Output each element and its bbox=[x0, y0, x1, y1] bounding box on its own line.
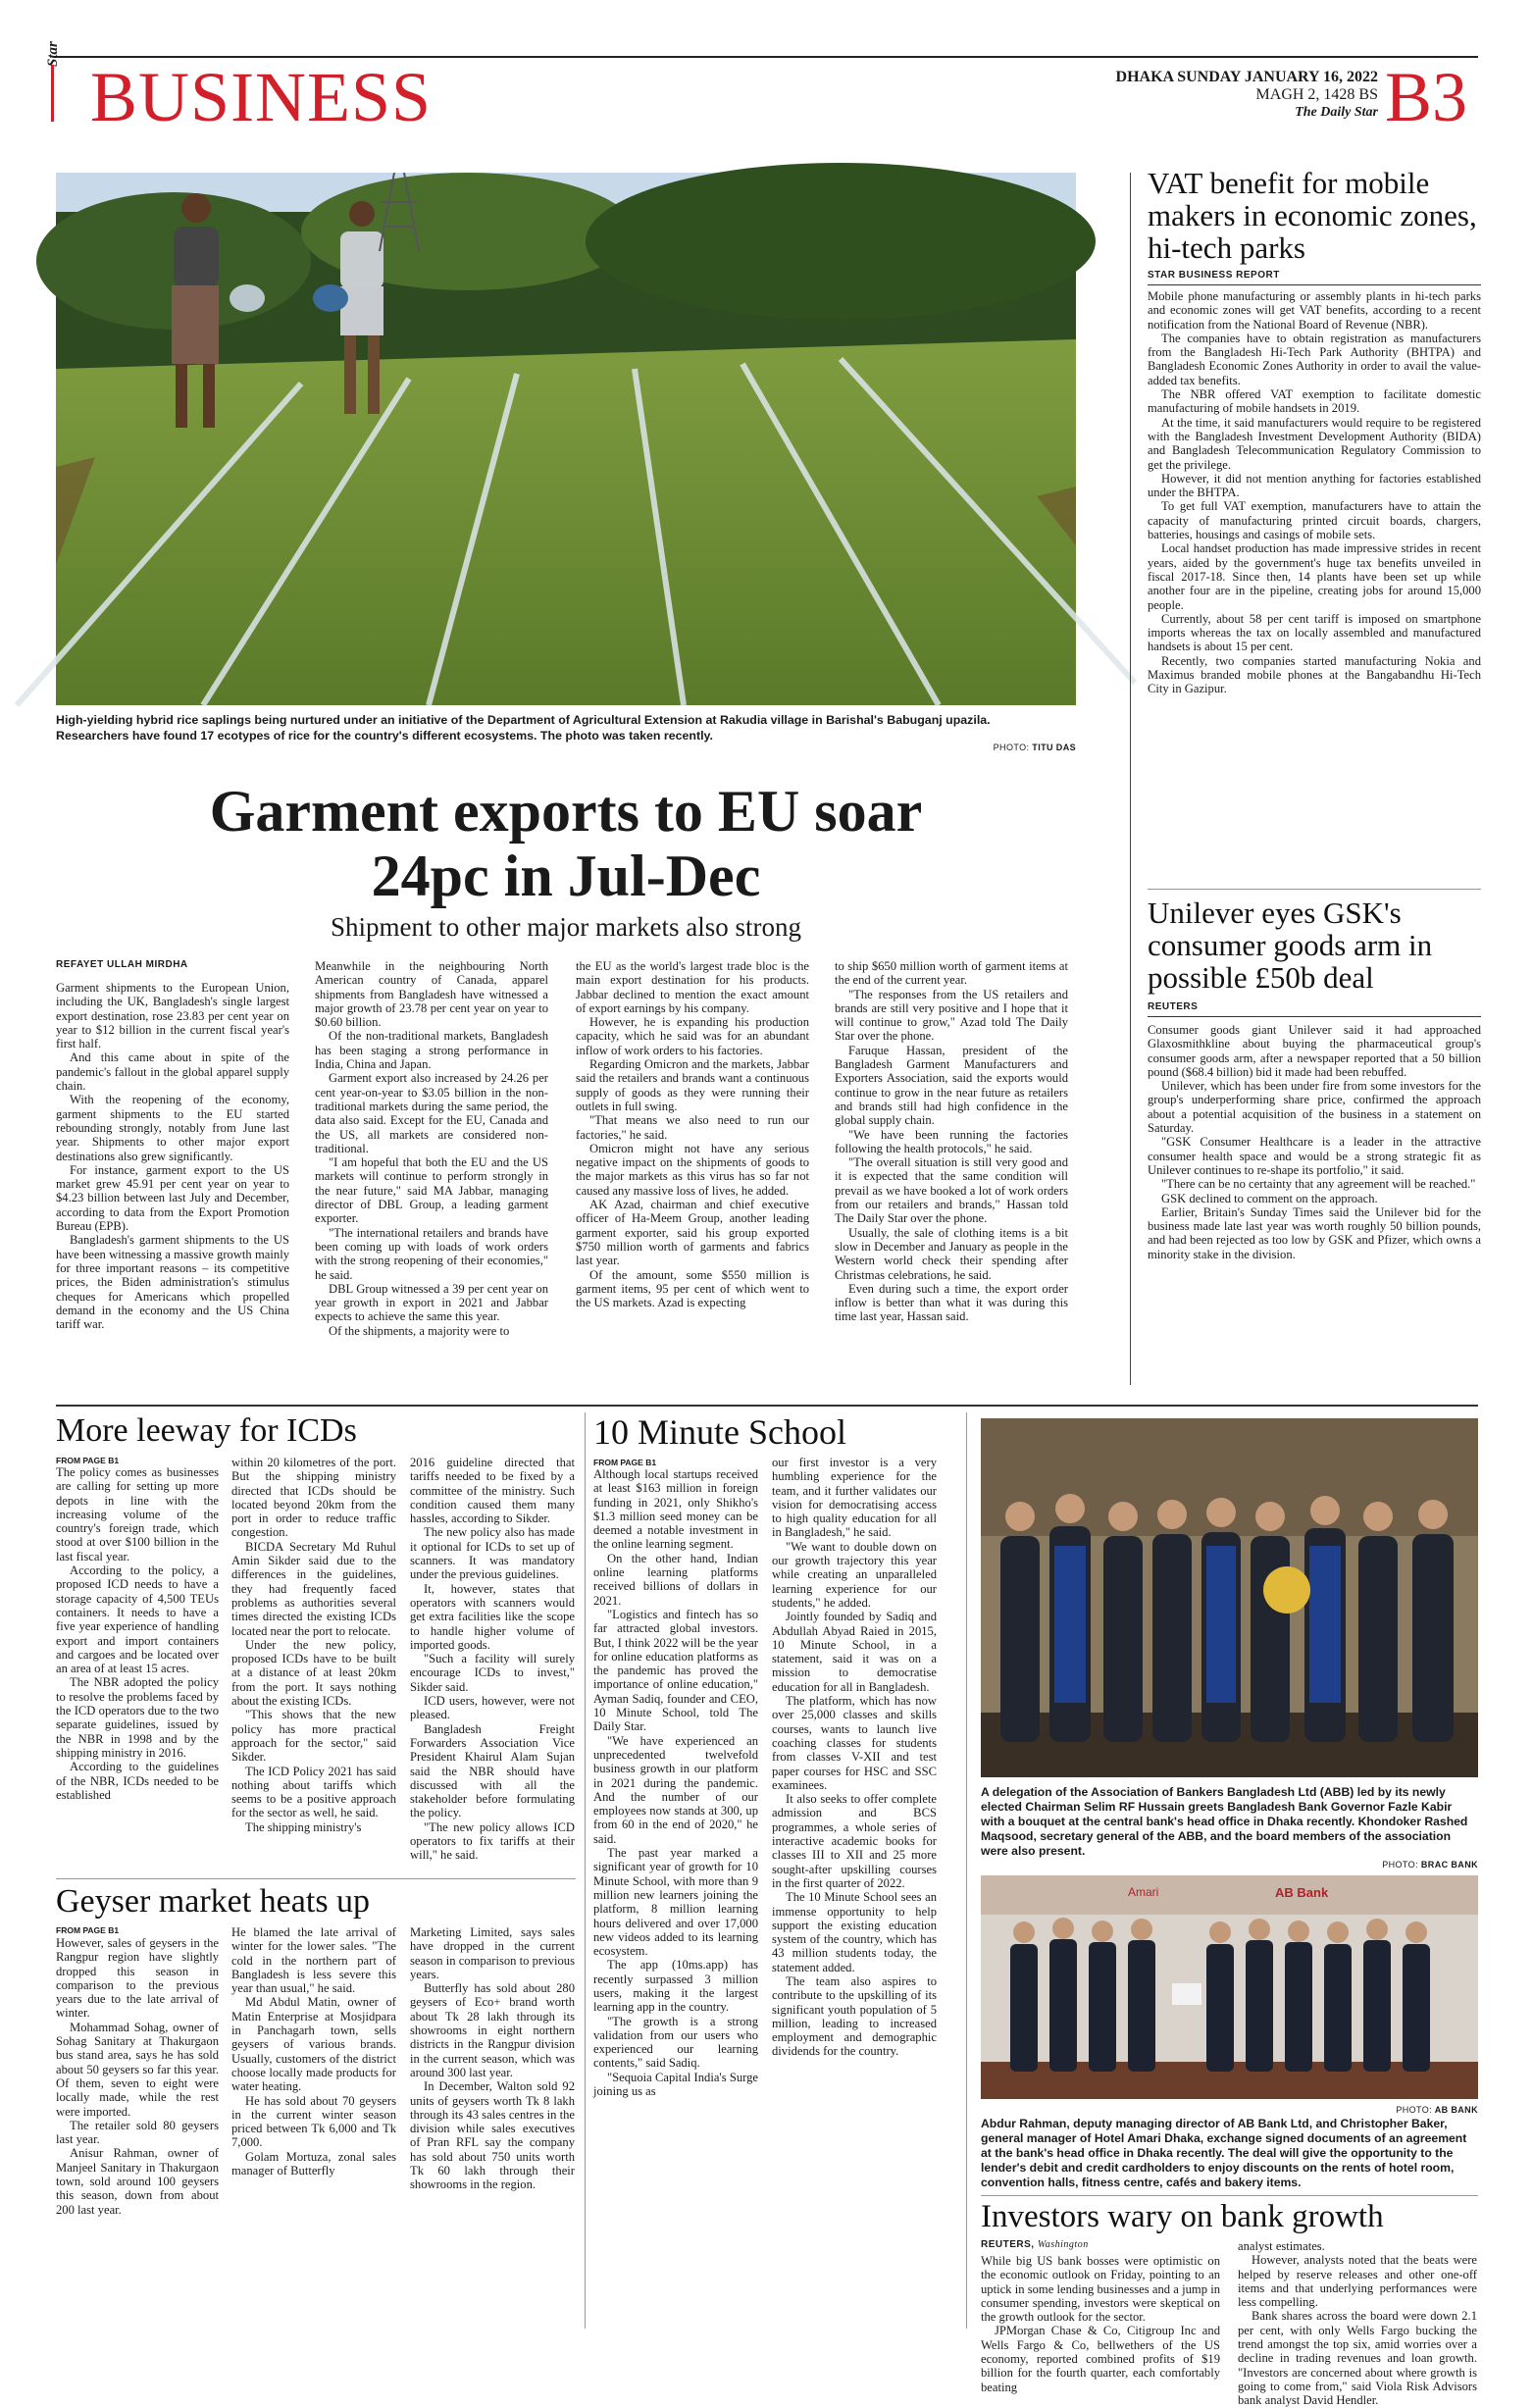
paragraph: Unilever, which has been under fire from some investors for the group's underperforming share price, confirmed the approach about a potential acquisition of the business in a statement on Saturday. bbox=[1148, 1079, 1481, 1136]
paragraph: "Logistics and fintech has so far attracted global investors. But, I think 2022 will be the year for online education platforms as the pandemic has proved the importance of online education," Ayman Sadiq, founder and CEO, 10 Minute School, told The Daily Star. bbox=[593, 1607, 758, 1734]
paragraph: "There can be no certainty that any agreement will be reached." bbox=[1161, 1177, 1476, 1192]
vat-headline: VAT benefit for mobile makers in economic zones, hi-tech parks bbox=[1148, 166, 1477, 265]
paragraph: "I am hopeful that both the EU and the US markets will continue to perform strongly in the near future," said MA Jabbar, managing director of DBL Group, a leading garment exporter. bbox=[315, 1155, 548, 1226]
paragraph: Anisur Rahman, owner of Manjeel Sanitary in Thakurgaon town, sold around 100 geysers this season, down from about 200 last year. bbox=[56, 2146, 219, 2217]
paragraph: It also seeks to offer complete admission and BCS programmes, a whole series of interactive academic books for classes III to XII and 25 more sought-after upskilling courses in the first quarter of 2022. bbox=[772, 1792, 937, 1890]
icd-story bbox=[56, 1412, 586, 1450]
abbank-credit-name: AB BANK bbox=[1434, 2105, 1478, 2115]
abb-credit-name: BRAC BANK bbox=[1420, 1860, 1478, 1870]
bouquet bbox=[1263, 1566, 1310, 1614]
paragraph: He blamed the late arrival of winter for the lower sales. "The cold in the northern part of Bangladesh is less severe this year than usual," he said. bbox=[231, 1925, 396, 1996]
investors-byline-dateline: Washington bbox=[1037, 2239, 1089, 2250]
paragraph: Bangladesh's garment shipments to the US have been witnessing a massive growth mainly for three important reasons – its competitive prices, the Biden administration's stimulus cheques for Americans which propelled demand in the economy and the US China tariff war. bbox=[56, 1233, 289, 1332]
paragraph: Usually, the sale of clothing items is a bit slow in December and January as people in the Western world check their spending after Christmas celebrations, he said. bbox=[835, 1225, 1068, 1282]
paragraph: "This shows that the new policy has more practical approach for the sector," said Sikder. bbox=[231, 1708, 396, 1765]
paragraph: The policy comes as businesses are calling for setting up more depots in line with the increasing volume of the country's foreign trade, which stood at over $100 billion in the last fiscal year. bbox=[56, 1465, 219, 1563]
paragraph: Regarding Omicron and the markets, Jabbar said the retailers and brands want a continuous supply of goods as they were running their outlets in full swing. bbox=[576, 1057, 809, 1113]
paragraph: Although local startups received at least $163 million in foreign funding in 2021, only Shikho's $1.3 million seed money can be deemed a notable investment in the online learning segment. bbox=[593, 1467, 758, 1552]
abb-caption: A delegation of the Association of Bankers Bangladesh Ltd (ABB) led by its newly elected Chairman Selim RF Hussain greets Bangladesh Bank Governor Fazle Kabir with a bouquet at the central bank's head office in Dhaka recently. Khondoker Rashed Maqsood, secretary general of the ABB, and the board members of the association were also present. bbox=[981, 1785, 1468, 1858]
lead-col-2 bbox=[315, 959, 548, 1385]
icd-headline: More leeway for ICDs bbox=[56, 1412, 357, 1449]
paragraph: In December, Walton sold 92 units of geysers worth Tk 8 lakh through its 43 sales centres in the division while sales executives of Pran RFL say the company has sold about 750 units worth Tk 60 lakh through their showrooms in the region. bbox=[410, 2079, 575, 2192]
paragraph: "That means we also need to run our factories," he said. bbox=[576, 1113, 809, 1142]
vat-bottom-rule bbox=[1148, 889, 1481, 890]
paragraph: Meanwhile in the neighbouring North American country of Canada, apparel shipments from Bangladesh have witnessed a major growth of 23.78 per cent year on year to $0.60 billion. bbox=[315, 959, 548, 1030]
dateline bbox=[1040, 69, 1378, 122]
paragraph: It, however, states that operators with scanners would get extra facilities like the scope to handle higher volume of imported goods. bbox=[410, 1581, 575, 1652]
paragraph: "We want to double down on our growth trajectory this year while creating an unparalleled learning experience for our students," he added. bbox=[772, 1539, 937, 1610]
vat-story bbox=[1148, 167, 1481, 858]
paragraph: And this came about in spite of the pandemic's fallout in the global apparel supply chain. bbox=[56, 1050, 289, 1094]
paragraph: "The international retailers and brands have been coming up with loads of work orders with the strong reopening of their economies," he said. bbox=[315, 1225, 548, 1282]
paragraph: While big US bank bosses were optimistic on the economic outlook on Friday, pointing to an uptick in some lending businesses and a jump in consumer spending, investors were skeptical on the growth outlook for the sector. bbox=[981, 2254, 1220, 2325]
paragraph: However, sales of geysers in the Rangpur region have slightly dropped this season in comparison to the previous years due to the late arrival of winter. bbox=[56, 1936, 219, 2021]
paragraph: "Such a facility will surely encourage ICDs to invest," Sikder said. bbox=[410, 1652, 575, 1694]
vat-body bbox=[1148, 289, 1481, 858]
lead-headline bbox=[56, 779, 1076, 908]
abbank-signing-image bbox=[981, 1875, 1478, 2099]
paragraph: analyst estimates. bbox=[1238, 2239, 1325, 2253]
unilever-headline: Unilever eyes GSK's consumer goods arm in possible £50b deal bbox=[1148, 896, 1433, 995]
paragraph: The shipping ministry's bbox=[245, 1819, 362, 1834]
paper-name: The Daily Star bbox=[1295, 105, 1378, 120]
paragraph: For instance, garment export to the US market grew 45.91 per cent year on year to $4.23 billion between last July and December, according to data from the Export Promotion Bureau (EPB). bbox=[56, 1162, 289, 1234]
paragraph: The platform, which has now over 25,000 classes and skills courses, wants to launch live coaching classes for students from classes V-XII and test paper courses for HSC and SSC examinees. bbox=[772, 1694, 937, 1792]
geyser-col-1 bbox=[56, 1936, 219, 2329]
paragraph: Consumer goods giant Unilever said it had approached Glaxosmithkline about buying the pharmaceutical group's consumer goods arm, after a newspaper reported that a 50 billion pound ($68.4 billion) bid it made had been rebuffed. bbox=[1148, 1023, 1481, 1079]
paragraph: Earlier, Britain's Sunday Times said the Unilever bid for the business made late last year was worth roughly 50 billion pounds, and had been rejected as too low by GSK and Pfizer, which owns a minority stake in the division. bbox=[1148, 1204, 1481, 1261]
lead-headline-line1: Garment exports to EU soar bbox=[209, 779, 923, 844]
paragraph: Bank shares across the board were down 2.1 per cent, with only Wells Fargo bucking the trend amongst the top six, amid worries over a decline in trading revenues and loan growth. "Investors are concerned about where growth is going to come from," said Viola Risk Advisors bank analyst David Hendler. bbox=[1238, 2309, 1477, 2408]
paragraph: Marketing Limited, says sales have dropped in the current season in comparison to previous years. bbox=[410, 1925, 575, 1981]
school-from-page: FROM PAGE B1 bbox=[593, 1458, 657, 1467]
school-divider bbox=[585, 1412, 586, 2329]
investors-story bbox=[981, 2199, 1478, 2234]
investors-headline: Investors wary on bank growth bbox=[981, 2199, 1384, 2234]
unilever-story bbox=[1148, 897, 1481, 1337]
icd-col-3 bbox=[410, 1456, 575, 1873]
rice-field-photo bbox=[56, 173, 1076, 705]
paragraph: Garment shipments to the European Union, including the UK, Bangladesh's single largest export destination, rose 23.83 per cent year on year to $12 billion in the current fiscal year's first half. bbox=[56, 981, 289, 1051]
paragraph: "The new policy allows ICD operators to fix tariffs at their will," he said. bbox=[410, 1819, 575, 1863]
paragraph: Of the amount, some $550 million is garment items, 95 per cent of which went to the US markets. Azad is expecting bbox=[576, 1267, 809, 1310]
page-number: B3 bbox=[1385, 58, 1468, 136]
photos-divider bbox=[966, 1412, 967, 2329]
paragraph: "The overall situation is still very good and it is expected that the same condition will prevail as we have booked a lot of work orders from our retailers and brands," Hassan told The Daily Star over the phone. bbox=[835, 1155, 1068, 1226]
icd-col-2 bbox=[231, 1456, 396, 1873]
investors-top-rule bbox=[981, 2195, 1478, 2196]
paragraph: The app (10ms.app) has recently surpassed 3 million users, making it the largest learning app in the country. bbox=[593, 1958, 758, 2015]
lead-subhead: Shipment to other major markets also strong bbox=[331, 912, 801, 942]
abbank-banner: AB Bank bbox=[1275, 1885, 1329, 1900]
paragraph: Of the shipments, a majority were to bbox=[329, 1323, 510, 1338]
lead-headline-line2: 24pc in Jul-Dec bbox=[371, 844, 761, 908]
rice-photo-credit bbox=[883, 743, 1076, 752]
paragraph: BICDA Secretary Md Ruhul Amin Sikder said due to the differences in the guidelines, they had frequently faced problems as authorities several times directed the existing ICDs located near the port to relocate. bbox=[231, 1539, 396, 1638]
unilever-byline-rule bbox=[1148, 1016, 1481, 1017]
signed-documents bbox=[1172, 1983, 1201, 2005]
paragraph: our first investor is a very humbling experience for the team, and it further validates our vision for democratising access to high quality education for all in Bangladesh," he said. bbox=[772, 1456, 937, 1540]
investors-byline-agency: REUTERS, bbox=[981, 2239, 1035, 2250]
paragraph: Mohammad Sohag, owner of Sohag Sanitary at Thakurgaon bus stand area, says he has sold about 50 geysers so far this year. Of them, seven to eight were locally made, while the rest were imported. bbox=[56, 2020, 219, 2119]
school-headline: 10 Minute School bbox=[593, 1412, 846, 1452]
paragraph: "The responses from the US retailers and brands are still very positive and I hope that it will continue to grow," Azad told The Daily Star over the phone. bbox=[835, 987, 1068, 1044]
paragraph: "Sequoia Capital India's Surge joining us as bbox=[593, 2070, 758, 2099]
paragraph: Mobile phone manufacturing or assembly plants in hi-tech parks and economic zones will get VAT benefits, according to a recent notification from the National Board of Revenue (NBR). bbox=[1148, 289, 1481, 332]
paragraph: The past year marked a significant year of growth for 10 Minute School, with more than 9 million new learners joining the platform, 8 million learning hours delivered and over 17,000 new videos added to its learning ecosystem. bbox=[593, 1846, 758, 1959]
star-logo: Star bbox=[45, 41, 61, 67]
masthead bbox=[0, 0, 1533, 167]
paragraph: The NBR adopted the policy to resolve the problems faced by the ICD operators due to the two separate guidelines, issued by the NBR in 1998 and by the shipping ministry in 2016. bbox=[56, 1675, 219, 1760]
paragraph: Local handset production has made impressive strides in recent years, aided by the government's huge tax benefits unveiled in fiscal 2017-18. Since then, 14 plants have been set up while another four are in the pipeline, creating jobs for around 15,000 people. bbox=[1148, 541, 1481, 612]
paragraph: Currently, about 58 per cent tariff is imposed on smartphone imports whereas the tax on locally assembled and manufactured handsets is about 15 per cent. bbox=[1148, 611, 1481, 654]
paragraph: "The growth is a strong validation from our users who experienced our learning contents," said Sadiq. bbox=[593, 2014, 758, 2071]
right-column-divider bbox=[1130, 173, 1131, 1385]
geyser-headline: Geyser market heats up bbox=[56, 1883, 371, 1920]
paragraph: to ship $650 million worth of garment items at the end of the current year. bbox=[835, 959, 1068, 988]
lead-byline: REFAYET ULLAH MIRDHA bbox=[56, 959, 188, 970]
paragraph: Even during such a time, the export order inflow is better than what it was during this time last year, Hassan said. bbox=[835, 1281, 1068, 1324]
paragraph: With the reopening of the economy, garment shipments to the EU started rebounding strongly, notably from June last year. Shipments to other major export destinations also grew significantly. bbox=[56, 1093, 289, 1163]
school-col-2 bbox=[772, 1456, 937, 2329]
paragraph: However, analysts noted that the beats were helped by reserve releases and other one-off items and that underlying performances were less compelling. bbox=[1238, 2253, 1477, 2310]
paragraph: ICD users, however, were not pleased. bbox=[410, 1694, 575, 1722]
section-title: BUSINESS bbox=[90, 58, 433, 136]
abb-photo bbox=[981, 1418, 1478, 1777]
paragraph: According to the policy, a proposed ICD needs to have a storage capacity of 4,500 TEUs containers. It needs to have a five year experience of handling export and import containers and cargoes and be located over an area of at least 15 acres. bbox=[56, 1563, 219, 1676]
paragraph: "GSK Consumer Healthcare is a leader in the attractive consumer health space and would be a strong strategic fit as Unilever continues to re-shape its portfolio," it said. bbox=[1148, 1135, 1481, 1177]
investors-byline bbox=[981, 2239, 1089, 2250]
paragraph: Garment export also increased by 24.26 per cent year-on-year to $3.05 billion in the non-traditional markets during the same period, the data also said. Except for the EU, Canada and the US, all markets are considered non-traditional. bbox=[315, 1071, 548, 1155]
lead-col-1 bbox=[56, 981, 289, 1385]
paragraph: Under the new policy, proposed ICDs have to be built at a distance of at least 20km from the port. It says nothing about the existing ICDs. bbox=[231, 1637, 396, 1709]
paragraph: The retailer sold 80 geysers last year. bbox=[56, 2118, 219, 2147]
paragraph: "We have experienced an unprecedented twelvefold business growth in our platform in 2021 during the pandemic. And the number of our employees now stands at 300, up from 60 in the end of 2020," he said. bbox=[593, 1733, 758, 1846]
paragraph: He has sold about 70 geysers in the current winter season priced between Tk 6,000 and Tk 7,000. bbox=[231, 2093, 396, 2150]
rice-photo-caption: High-yielding hybrid rice saplings being nurtured under an initiative of the Department of Agricultural Extension at Rakudia village in Barishal's Babuganj upazila. Researchers have found 17 ecotypes of rice for the country's different ecosystems. The photo was taken recently. bbox=[56, 713, 991, 743]
lead-col-3 bbox=[576, 959, 809, 1385]
icd-from-page: FROM PAGE B1 bbox=[56, 1456, 120, 1465]
paragraph: Faruque Hassan, president of the Bangladesh Garment Manufacturers and Exporters Association, said the exports would continue to grow in the near future as retailers and brands still had high confidence in the global supply chain. bbox=[835, 1043, 1068, 1128]
paragraph: DBL Group witnessed a 39 per cent year on year growth in export in 2021 and Jabbar expects to achieve the same this year. bbox=[315, 1281, 548, 1324]
paragraph: JPMorgan Chase & Co, Citigroup Inc and Wells Fargo & Co, bellwethers of the US economy, reported combined profits of $19 billion for the fourth quarter, each comfortably beating bbox=[981, 2324, 1220, 2394]
geyser-from-page: FROM PAGE B1 bbox=[56, 1925, 120, 1935]
paragraph: Of the non-traditional markets, Bangladesh has been staging a strong performance in India, China and Japan. bbox=[315, 1029, 548, 1072]
credit-label: PHOTO: bbox=[993, 743, 1030, 752]
investors-col-1 bbox=[981, 2254, 1220, 2394]
credit-name: TITU DAS bbox=[1032, 743, 1076, 752]
star-logo-mark bbox=[51, 65, 79, 122]
paragraph: Omicron might not have any serious negative impact on the shipments of goods to the major markets as this virus has so far not caused any massive loss of lives, he added. bbox=[576, 1141, 809, 1198]
paragraph: "We have been running the factories following the health protocols," he said. bbox=[835, 1127, 1068, 1155]
dateline-bangla: MAGH 2, 1428 BS bbox=[1255, 86, 1378, 103]
investors-col-2 bbox=[1238, 2239, 1477, 2408]
section-divider bbox=[56, 1405, 1478, 1407]
paragraph: At the time, it said manufacturers would require to be registered with the Bangladesh Investment Development Authority (BIDA) and Bangladesh Telecommunication Regulatory Commission to get the privilege. bbox=[1148, 415, 1481, 472]
school-col-1 bbox=[593, 1467, 758, 2329]
paragraph: However, he is expanding his production capacity, which he said was for an abundant inflow of work orders to his factories. bbox=[576, 1015, 809, 1057]
abbank-photo bbox=[981, 1875, 1478, 2099]
abbank-caption: Abdur Rahman, deputy managing director of AB Bank Ltd, and Christopher Baker, general manager of Hotel Amari Dhaka, exchange signed documents of an agreement at the bank's head office in Dhaka recently. The deal will give the opportunity to the lender's debit and credit cardholders to enjoy discounts on the rents of hotel room, convention halls, fitness centre, cafés and bakery items. bbox=[981, 2117, 1467, 2189]
paragraph: The companies have to obtain registration as manufacturers from the Bangladesh Hi-Tech Park Authority (BHTPA) and Bangladesh Economic Zones Authority in order to avail the value-added tax benefits. bbox=[1148, 331, 1481, 387]
paragraph: The new policy also has made it optional for ICDs to set up of scanners. It was mandatory under the previous guidelines. bbox=[410, 1525, 575, 1582]
abbank-credit-label: PHOTO: bbox=[1396, 2105, 1433, 2115]
abb-group-image bbox=[981, 1418, 1478, 1777]
paragraph: However, it did not mention anything for factories established under the BHTPA. bbox=[1148, 471, 1481, 500]
school-story bbox=[593, 1412, 966, 1452]
paragraph: According to the guidelines of the NBR, ICDs needed to be established bbox=[56, 1760, 219, 1802]
lead-col-4 bbox=[835, 959, 1068, 1385]
geyser-col-3 bbox=[410, 1925, 575, 2329]
geyser-story bbox=[56, 1883, 586, 1921]
paragraph: AK Azad, chairman and chief executive officer of Ha-Meem Group, another leading garment exporter, said his group exported $750 million worth of garments and fabrics last year. bbox=[576, 1198, 809, 1268]
paragraph: On the other hand, Indian online learning platforms received billions of dollars in 2021. bbox=[593, 1551, 758, 1608]
abb-credit bbox=[1275, 1860, 1478, 1870]
unilever-body bbox=[1148, 1023, 1481, 1337]
paragraph: Recently, two companies started manufacturing Nokia and Maximus branded mobile phones at the Bangabandhu Hi-Tech City in Gazipur. bbox=[1148, 653, 1481, 696]
paragraph: Butterfly has sold about 280 geysers of Eco+ brand worth about Tk 28 lakh through its showrooms in eight northern districts in the Rangpur division in the current season, which was around 300 last year. bbox=[410, 1981, 575, 2079]
rice-field-image bbox=[56, 173, 1076, 705]
amari-banner: Amari bbox=[1128, 1885, 1159, 1899]
paragraph: Md Abdul Matin, owner of Matin Enterprise at Mosjidpara in Panchagarh town, sells geysers of various brands. Usually, customers of the district choose locally made products for water heating. bbox=[231, 1995, 396, 2094]
unilever-byline: REUTERS bbox=[1148, 1001, 1199, 1012]
paragraph: 2016 guideline directed that tariffs needed to be fixed by a committee of the ministry. Such condition caused them many hassles, according to Sikder. bbox=[410, 1456, 575, 1526]
paragraph: The team also aspires to contribute to the upskilling of its significant youth population of 5 million, leading to increased employment and demographic dividends for the country. bbox=[772, 1973, 937, 2059]
abbank-credit bbox=[1275, 2105, 1478, 2115]
paragraph: within 20 kilometres of the port. But the shipping ministry directed that ICDs should be located beyond 20km from the port in order to reduce traffic congestion. bbox=[231, 1456, 396, 1540]
paragraph: To get full VAT exemption, manufacturers have to attain the capacity of manufacturing printed circuit boards, chargers, batteries, housings and casings of mobile sets. bbox=[1148, 499, 1481, 542]
vat-byline-rule bbox=[1148, 284, 1481, 285]
icd-col-1 bbox=[56, 1465, 219, 1873]
geyser-col-2 bbox=[231, 1925, 396, 2329]
paragraph: the EU as the world's largest trade bloc is the main export destination for his products. Jabbar declined to mention the exact amount of export earnings by his company. bbox=[576, 959, 809, 1015]
paragraph: Jointly founded by Sadiq and Abdullah Abyad Raied in 2015, 10 Minute School, in a statement, said it was on a mission to democratise education for all in Bangladesh. bbox=[772, 1610, 937, 1694]
vat-byline: STAR BUSINESS REPORT bbox=[1148, 270, 1280, 281]
paragraph: The ICD Policy 2021 has said nothing about tariffs which seems to be a positive approach for the sector as well, he said. bbox=[231, 1764, 396, 1820]
geyser-top-rule bbox=[56, 1878, 576, 1879]
dateline-date: DHAKA SUNDAY JANUARY 16, 2022 bbox=[1115, 69, 1378, 85]
paragraph: The NBR offered VAT exemption to facilitate domestic manufacturing of mobile handsets in 2019. bbox=[1148, 387, 1481, 416]
paragraph: The 10 Minute School sees an immense opportunity to help support the existing education system of the country, which has 43 million students today, the statement added. bbox=[772, 1890, 937, 1974]
paragraph: GSK declined to comment on the approach. bbox=[1161, 1191, 1378, 1205]
paragraph: Golam Mortuza, zonal sales manager of Butterfly bbox=[231, 2149, 396, 2178]
abb-credit-label: PHOTO: bbox=[1382, 1860, 1418, 1870]
paragraph: Bangladesh Freight Forwarders Association Vice President Khairul Alam Sujan said the NBR should have discussed with all the stakeholder before formulating the policy. bbox=[410, 1721, 575, 1820]
